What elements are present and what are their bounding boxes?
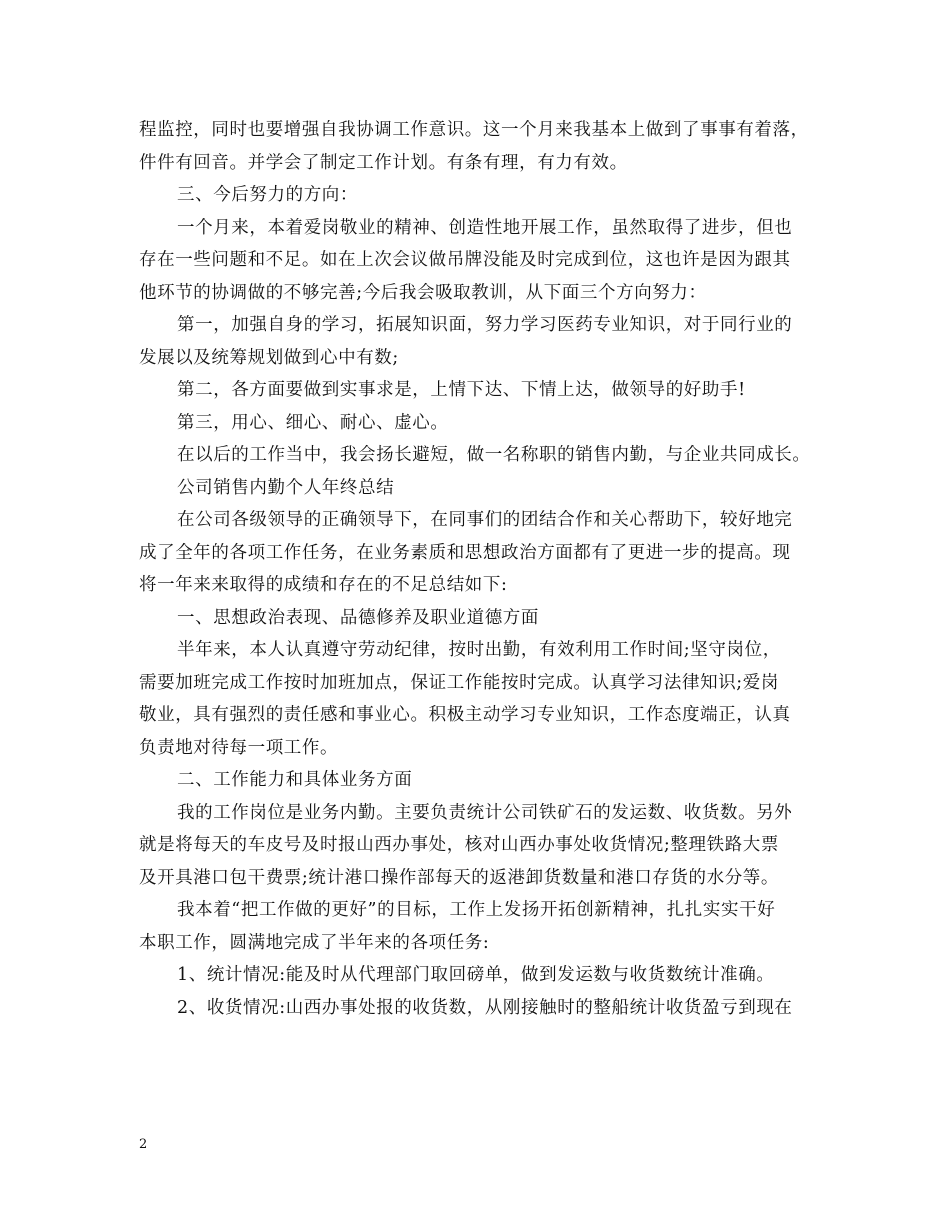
- text-line: 第三，用心、细心、耐心、虚心。: [177, 412, 449, 433]
- text-line: 三、今后努力的方向：: [177, 185, 358, 205]
- text-line: 二、工作能力和具体业务方面: [177, 770, 413, 790]
- text-line: 负责地对待每一项工作。: [139, 737, 339, 758]
- page-number: 2: [139, 1137, 148, 1152]
- text-line: 在公司各级领导的正确领导下，在同事们的团结合作和关心帮助下，较好地完: [177, 510, 793, 530]
- text-line: 本职工作，圆满地完成了半年来的各项任务:: [139, 932, 490, 953]
- text-line: 敬业，具有强烈的责任感和事业心。积极主动学习专业知识，工作态度端正，认真: [139, 705, 791, 725]
- document-body: [139, 114, 824, 1024]
- text-line: 成了全年的各项工作任务，在业务素质和思想政治方面都有了更进一步的提高。现: [139, 542, 791, 563]
- text-line: 程监控，同时也要增强自我协调工作意识。这一个月来我基本上做到了事事有着落，: [139, 120, 809, 140]
- text-line: 1、统计情况:能及时从代理部门取回磅单，做到发运数与收货数统计准确。: [177, 965, 775, 985]
- text-line: 及开具港口包干费票;统计港口操作部每天的返港卸货数量和港口存货的水分等。: [139, 867, 779, 888]
- text-line: 第一，加强自身的学习，拓展知识面，努力学习医药专业知识，对于同行业的: [177, 315, 793, 335]
- text-line: 我的工作岗位是业务内勤。主要负责统计公司铁矿石的发运数、收货数。另外: [177, 802, 793, 823]
- text-line: 2、收货情况:山西办事处报的收货数，从刚接触时的整船统计收货盈亏到现在: [177, 997, 793, 1018]
- text-line: 需要加班完成工作按时加班加点，保证工作能按时完成。认真学习法律知识;爱岗: [139, 672, 779, 693]
- text-line: 就是将每天的车皮号及时报山西办事处，核对山西办事处收货情况;整理铁路大票: [139, 835, 779, 855]
- text-line: 他环节的协调做的不够完善;今后我会吸取教训，从下面三个方向努力：: [139, 282, 707, 303]
- text-line: 存在一些问题和不足。如在上次会议做吊牌没能及时完成到位，这也许是因为跟其: [139, 250, 791, 270]
- text-line: 将一年来来取得的成绩和存在的不足总结如下:: [139, 575, 508, 595]
- text-line: 一个月来，本着爱岗敬业的精神、创造性地开展工作，虽然取得了进步，但也: [177, 217, 793, 238]
- text-line: 半年来，本人认真遵守劳动纪律，按时出勤，有效利用工作时间;坚守岗位，: [177, 640, 781, 660]
- text-line: 在以后的工作当中，我会扬长避短，做一名称职的销售内勤，与企业共同成长。: [177, 445, 811, 465]
- text-line: 第二，各方面要做到实事求是，上情下达、下情上达，做领导的好助手!: [177, 380, 746, 400]
- text-line: 公司销售内勤个人年终总结: [177, 477, 395, 498]
- text-line: 我本着“把工作做的更好”的目标，工作上发扬开拓创新精神，扎扎实实干好: [177, 900, 776, 920]
- text-line: 件件有回音。并学会了制定工作计划。有条有理，有力有效。: [139, 152, 628, 173]
- text-line: 一、思想政治表现、品德修养及职业道德方面: [177, 607, 539, 628]
- text-line: 发展以及统筹规划做到心中有数;: [139, 347, 399, 368]
